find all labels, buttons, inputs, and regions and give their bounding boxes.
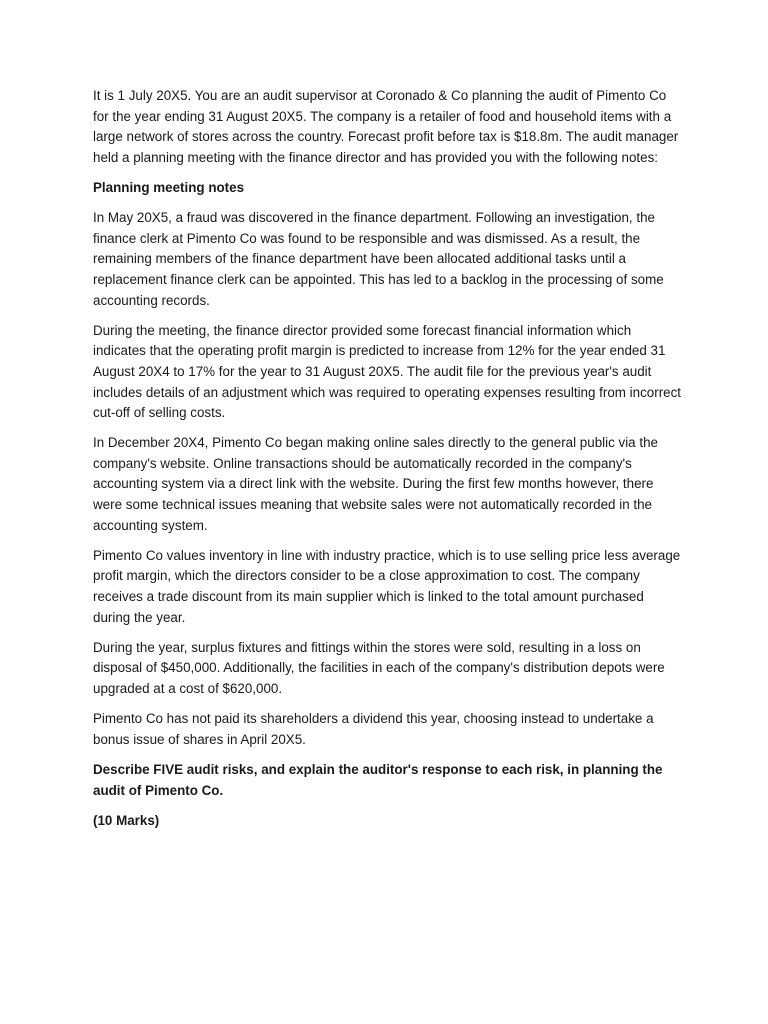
marks-label: (10 Marks) (93, 812, 160, 828)
paragraph-inventory: Pimento Co values inventory in line with industry practice, which is to use selling price less average profit margin, which the directors consider to be a close approximation to cost. The company receives a trade discount from its main supplier which is linked to the total amount purchased during the year. (93, 547, 681, 625)
paragraph-disposal: During the year, surplus fixtures and fittings within the stores were sold, resulting in a loss on disposal of $450,000. Additionally, the facilities in each of the company's distribution depots were upgraded at a cost of $620,000. (93, 639, 665, 696)
paragraph-profit-margin: During the meeting, the finance director provided some forecast financial information which indicates that the operating profit margin is predicted to increase from 12% for the year ended 31 August 20X4 to 17% for the year to 31 August 20X5. The audit file for the previous year's audit includes details of an adjustment which was required to operating expenses resulting from incorrect cut-off of selling costs. (93, 322, 682, 421)
intro-paragraph: It is 1 July 20X5. You are an audit supervisor at Coronado & Co planning the audit of Pimento Co for the year ending 31 August 20X5. The company is a retailer of food and household items with a large network of stores across the country. Forecast profit before tax is $18.8m. The audit manager held a planning meeting with the finance director and has provided you with the following notes: (93, 88, 679, 165)
section-heading: Planning meeting notes (93, 179, 245, 195)
paragraph-online-sales: In December 20X4, Pimento Co began making online sales directly to the general public via the company's website. Online transactions should be automatically recorded in the company's accounting system via a direct link with the website. During the first few months however, there were some technical issues meaning that website sales were not automatically recorded in the accounting system. (93, 435, 658, 533)
paragraph-dividend: Pimento Co has not paid its shareholders a dividend this year, choosing instead to undertake a bonus issue of shares in April 20X5. (93, 711, 654, 747)
document-page (93, 86, 683, 841)
question-text: Describe FIVE audit risks, and explain the auditor's response to each risk, in planning the audit of Pimento Co. (93, 761, 663, 798)
paragraph-fraud: In May 20X5, a fraud was discovered in the finance department. Following an investigation, the finance clerk at Pimento Co was found to be responsible and was dismissed. As a result, the remaining members of the finance department have been allocated additional tasks until a replacement finance clerk can be appointed. This has led to a backlog in the processing of some accounting records. (93, 210, 664, 308)
